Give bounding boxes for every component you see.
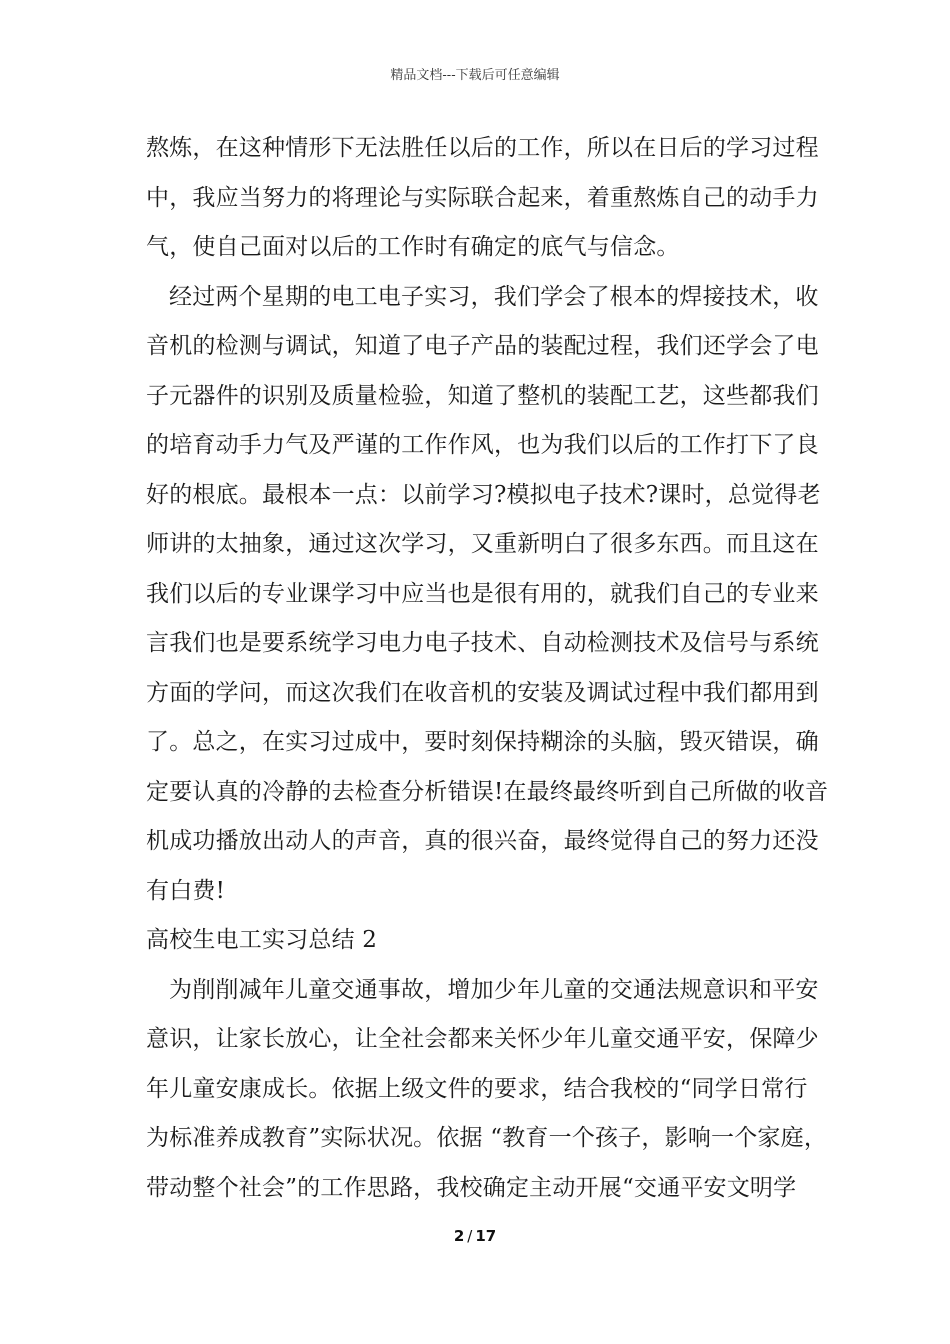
text-line: 机成功播放出动人的声音，真的很兴奋，最终觉得自己的努力还没 <box>146 828 819 854</box>
text-line: 气，使自己面对以后的工作时有确定的底气与信念。 <box>146 234 680 260</box>
text-line: 熬炼，在这种情形下无法胜任以后的工作，所以在日后的学习过程 <box>146 135 819 161</box>
current-page: 2 <box>453 1227 465 1245</box>
page-header: 精品文档---下载后可任意编辑 <box>390 68 560 83</box>
text-line: 音机的检测与调试，知道了电子产品的装配过程，我们还学会了电 <box>146 333 819 359</box>
document-body <box>146 124 829 1213</box>
text-line: 有白费! <box>146 877 226 904</box>
text-line: 师讲的太抽象，通过这次学习，又重新明白了很多东西。而且这在 <box>146 531 819 557</box>
paragraph-first-line: 为削削减年儿童交通事故，增加少年儿童的交通法规意识和平安 <box>169 976 819 1003</box>
page-number <box>0 1227 950 1245</box>
section-heading: 高校生电工实习总结 2 <box>146 927 378 953</box>
total-pages: 17 <box>475 1227 497 1245</box>
text-line: 子元器件的识别及质量检验，知道了整机的装配工艺，这些都我们 <box>146 382 819 409</box>
text-line: 的培育动手力气及严谨的工作作风，也为我们以后的工作打下了良 <box>146 432 819 458</box>
text-line: 带动整个社会”的工作思路，我校确定主动开展“交通平安文明学 <box>146 1174 797 1201</box>
text-line: 言我们也是要系统学习电力电子技术、自动检测技术及信号与系统 <box>146 630 819 656</box>
text-line: 定要认真的冷静的去检查分析错误!在最终最终听到自己所做的收音 <box>146 778 829 805</box>
text-line: 方面的学问，而这次我们在收音机的安装及调试过程中我们都用到 <box>146 679 819 706</box>
text-line: 意识，让家长放心，让全社会都来关怀少年儿童交通平安，保障少 <box>146 1026 819 1052</box>
text-line: 中，我应当努力的将理论与实际联合起来，着重熬炼自己的动手力 <box>146 184 819 211</box>
text-line: 了。总之，在实习过成中，要时刻保持糊涂的头脑，毁灭错误，确 <box>146 729 819 755</box>
paragraph-first-line: 经过两个星期的电工电子实习，我们学会了根本的焊接技术，收 <box>169 283 819 310</box>
page-separator: / <box>467 1227 473 1245</box>
text-line: 年儿童安康成长。依据上级文件的要求，结合我校的“同学日常行 <box>146 1075 808 1102</box>
text-line: 为标准养成教育”实际状况。依据 “教育一个孩子，影响一个家庭， <box>146 1125 828 1151</box>
text-line: 好的根底。最根本一点：以前学习?模拟电子技术?课时，总觉得老 <box>146 481 821 508</box>
text-line: 我们以后的专业课学习中应当也是很有用的，就我们自己的专业来 <box>146 580 819 607</box>
